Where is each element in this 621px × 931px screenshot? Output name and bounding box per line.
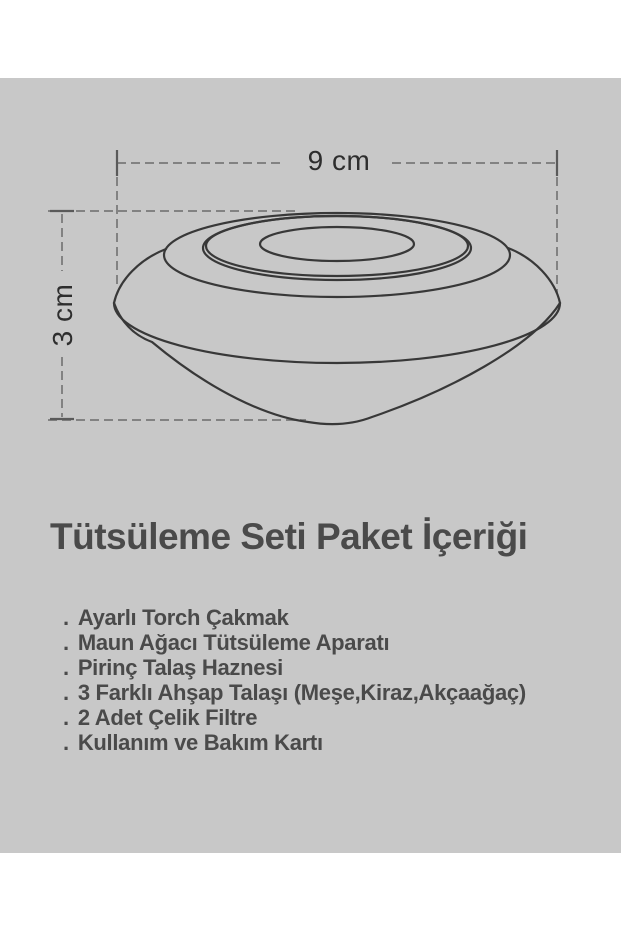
package-contents-list: [63, 605, 603, 755]
list-item-label: 3 Farklı Ahşap Talaşı (Meşe,Kiraz,Akçaağaç): [77, 680, 526, 705]
height-dimension-label: 3 cm: [47, 283, 78, 347]
list-item-label: Ayarlı Torch Çakmak: [77, 605, 289, 630]
bullet-dot: .: [63, 705, 69, 730]
package-contents-title: Tütsüleme Seti Paket İçeriği: [50, 516, 528, 557]
list-item: [63, 680, 603, 705]
bullet-dot: .: [63, 630, 69, 655]
bullet-dot: .: [63, 680, 69, 705]
list-item: [63, 730, 603, 755]
list-item-label: Maun Ağacı Tütsüleme Aparatı: [77, 630, 390, 655]
list-item-label: Pirinç Talaş Haznesi: [77, 655, 283, 680]
list-item: [63, 630, 603, 655]
bullet-dot: .: [63, 605, 69, 630]
bullet-dot: .: [63, 655, 69, 680]
bullet-dot: .: [63, 730, 69, 755]
list-item: [63, 705, 603, 730]
list-item: [63, 655, 603, 680]
list-item: [63, 605, 603, 630]
list-item-label: Kullanım ve Bakım Kartı: [77, 730, 323, 755]
list-item-label: 2 Adet Çelik Filtre: [77, 705, 258, 730]
width-dimension-label: 9 cm: [307, 145, 371, 176]
